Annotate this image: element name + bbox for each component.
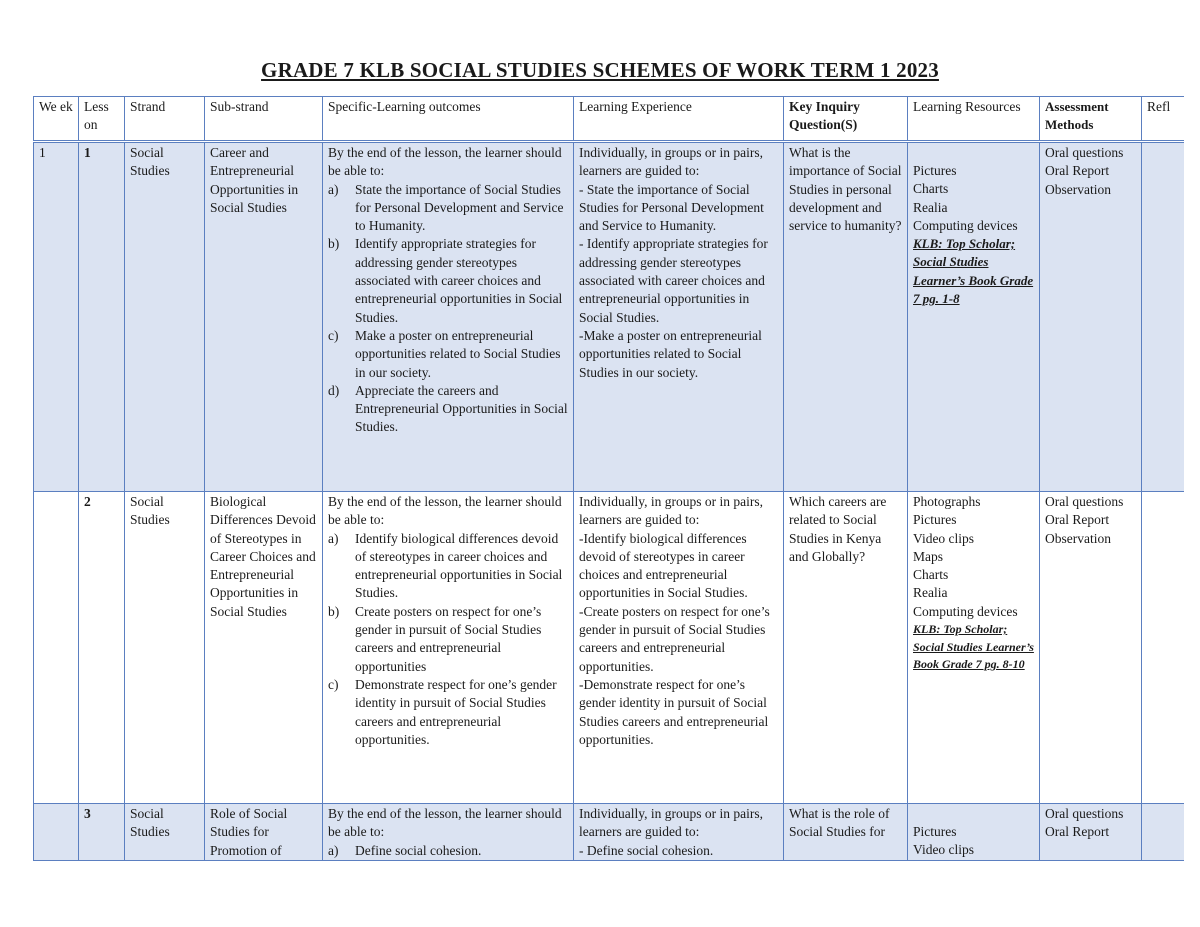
experience-item: -Demonstrate respect for one’s gender identity in pursuit of Social Studies careers and entrepreneurial opportunities. — [579, 676, 769, 747]
substrand-cell: Role of Social Studies for Promotion of — [205, 804, 323, 861]
header-week: We ek — [34, 97, 79, 142]
experience-cell — [574, 492, 784, 804]
experience-cell — [574, 142, 784, 492]
schemes-table-container — [33, 96, 1184, 862]
inquiry-cell: Which careers are related to Social Studies in Kenya and Globally? — [784, 492, 908, 804]
resource-item: Pictures — [913, 824, 957, 839]
header-lesson: Less on — [79, 97, 125, 142]
outcomes-cell — [323, 492, 574, 804]
outcomes-list — [328, 181, 569, 437]
assessment-item: Oral questions — [1045, 806, 1124, 821]
assessment-item: Oral Report — [1045, 163, 1110, 179]
resource-item: Charts — [913, 181, 949, 197]
header-inquiry: Key Inquiry Question(S) — [784, 97, 908, 142]
experience-intro: Individually, in groups or in pairs, learners are guided to: — [579, 494, 763, 528]
assessment-item: Oral questions — [1045, 145, 1124, 160]
lesson-cell: 3 — [79, 804, 125, 861]
outcomes-cell — [323, 142, 574, 492]
experience-item: -Make a poster on entrepreneurial opportunities related to Social Studies in our society. — [579, 327, 762, 380]
outcomes-list — [328, 530, 569, 750]
table-row — [34, 492, 1185, 804]
assessment-item: Observation — [1045, 530, 1111, 546]
reflection-cell — [1142, 492, 1185, 804]
header-experience: Learning Experience — [574, 97, 784, 142]
outcome-item: c) Make a poster on entrepreneurial opportunities related to Social Studies in our society. — [328, 327, 561, 380]
inquiry-cell: What is the importance of Social Studies in personal development and service to humanity? — [784, 142, 908, 492]
week-cell — [34, 804, 79, 861]
assessment-item: Oral Report — [1045, 512, 1110, 528]
table-row — [34, 142, 1185, 492]
resource-item: Charts — [913, 567, 949, 583]
resource-item: Realia — [913, 585, 948, 601]
header-strand: Strand — [125, 97, 205, 142]
resource-item: Maps — [913, 548, 943, 564]
outcome-item: b) Identify appropriate strategies for addressing gender stereotypes associated with career choices and entrepreneurial opportunities in Social Studies. — [328, 236, 563, 325]
outcome-item: a) State the importance of Social Studies for Personal Development and Service to Humanity. — [328, 181, 564, 234]
resource-item: Computing devices — [913, 603, 1018, 619]
experience-intro: Individually, in groups or in pairs, learners are guided to: — [579, 145, 763, 179]
experience-intro: Individually, in groups or in pairs, learners are guided to: — [579, 806, 763, 840]
resources-cell — [908, 142, 1040, 492]
week-cell: 1 — [34, 142, 79, 492]
resource-item: Photographs — [913, 494, 981, 509]
strand-cell: Social Studies — [125, 804, 205, 861]
outcomes-cell — [323, 804, 574, 861]
outcomes-intro: By the end of the lesson, the learner should be able to: — [328, 806, 562, 840]
experience-item: -Identify biological differences devoid of stereotypes in career choices and entrepreneurial opportunities in Social Studies. — [579, 530, 748, 601]
outcome-item: c) Demonstrate respect for one’s gender identity in pursuit of Social Studies careers and entrepreneurial opportunities. — [328, 676, 557, 747]
strand-cell: Social Studies — [125, 492, 205, 804]
experience-cell — [574, 804, 784, 861]
substrand-cell: Career and Entrepreneurial Opportunities in Social Studies — [205, 142, 323, 492]
assessment-cell — [1040, 142, 1142, 492]
schemes-of-work-table — [33, 96, 1184, 861]
resource-item: Video clips — [913, 530, 975, 546]
outcome-item: a) Define social cohesion. — [328, 842, 482, 858]
assessment-item: Oral questions — [1045, 494, 1124, 509]
resource-item: Computing devices — [913, 217, 1018, 233]
outcomes-intro: By the end of the lesson, the learner should be able to: — [328, 145, 562, 179]
week-cell — [34, 492, 79, 804]
table-header-row — [34, 97, 1185, 142]
assessment-item: Oral Report — [1045, 824, 1110, 840]
outcomes-intro: By the end of the lesson, the learner should be able to: — [328, 494, 562, 528]
header-reflection: Refl — [1142, 97, 1185, 142]
inquiry-cell: What is the role of Social Studies for — [784, 804, 908, 861]
outcome-item: a) Identify biological differences devoid of stereotypes in career choices and entrepreneurial opportunities in Social Studies. — [328, 530, 563, 601]
textbook-reference: KLB: Top Scholar; Social Studies Learner’s Book Grade 7 pg. 1-8 — [913, 236, 1034, 307]
lesson-cell: 2 — [79, 492, 125, 804]
reflection-cell — [1142, 142, 1185, 492]
outcome-item: b) Create posters on respect for one’s gender in pursuit of Social Studies careers and entrepreneurial opportunities — [328, 603, 542, 674]
header-substrand: Sub-strand — [205, 97, 323, 142]
experience-item: - State the importance of Social Studies for Personal Development and Service to Humanity. — [579, 181, 764, 234]
header-outcomes: Specific-Learning outcomes — [323, 97, 574, 142]
assessment-item: Observation — [1045, 181, 1111, 197]
experience-item: -Create posters on respect for one’s gender in pursuit of Social Studies careers and entrepreneurial opportunities. — [579, 603, 770, 674]
strand-cell: Social Studies — [125, 142, 205, 492]
substrand-cell: Biological Differences Devoid of Stereotypes in Career Choices and Entrepreneurial Opportunities in Social Studies — [205, 492, 323, 804]
resource-item: Pictures — [913, 163, 957, 178]
header-resources: Learning Resources — [908, 97, 1040, 142]
header-assessment: Assessment Methods — [1040, 97, 1142, 142]
resources-cell — [908, 804, 1040, 861]
table-row — [34, 804, 1185, 861]
reflection-cell — [1142, 804, 1185, 861]
assessment-cell — [1040, 492, 1142, 804]
lesson-cell: 1 — [79, 142, 125, 492]
experience-item: - Identify appropriate strategies for addressing gender stereotypes associated with career choices and entrepreneurial opportunities in Social Studies. — [579, 236, 768, 325]
resource-item: Pictures — [913, 512, 957, 528]
outcomes-list — [328, 842, 569, 860]
resource-item: Video clips — [913, 842, 975, 858]
assessment-cell — [1040, 804, 1142, 861]
resources-cell — [908, 492, 1040, 804]
resource-item: Realia — [913, 199, 948, 215]
document-title: GRADE 7 KLB SOCIAL STUDIES SCHEMES OF WORK TERM 1 2023 — [261, 58, 939, 82]
textbook-reference: KLB: Top Scholar; Social Studies Learner’s Book Grade 7 pg. 8-10 — [913, 622, 1034, 672]
outcome-item: d) Appreciate the careers and Entrepreneurial Opportunities in Social Studies. — [328, 382, 568, 435]
experience-item: - Define social cohesion. — [579, 842, 714, 858]
